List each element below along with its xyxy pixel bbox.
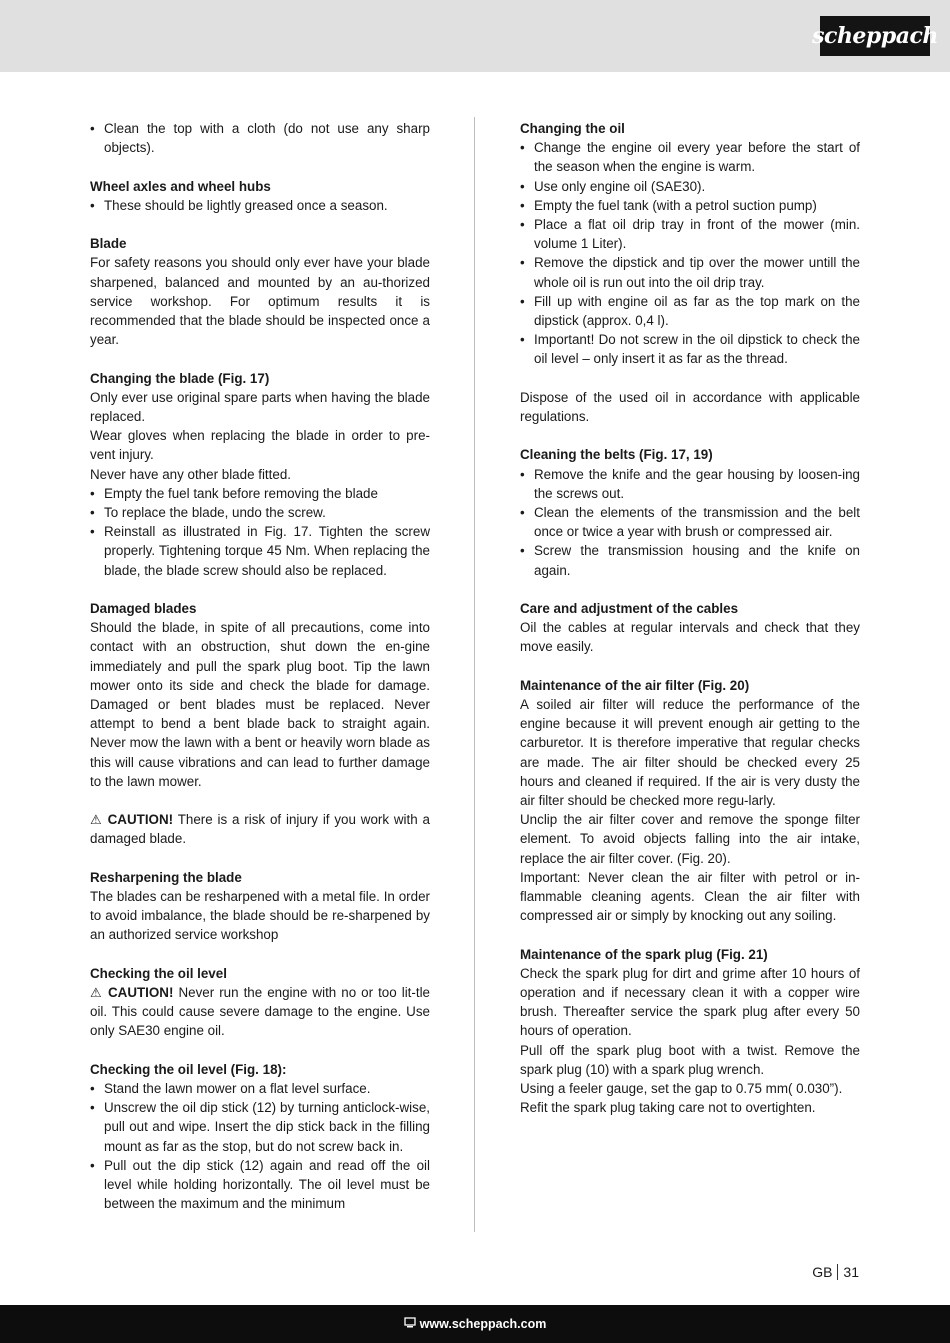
paragraph: Wear gloves when replacing the blade in order to pre-vent injury. bbox=[90, 428, 430, 463]
list-item: • Change the engine oil every year before the start of the season when the engine is warm. bbox=[520, 138, 860, 176]
column-divider bbox=[474, 117, 475, 1232]
section-heading: Blade bbox=[90, 236, 127, 252]
section-heading: Changing the blade (Fig. 17) bbox=[90, 370, 270, 386]
paragraph: A soiled air filter will reduce the performance of the engine because it will prevent enough air getting to the carburetor. It is therefore imperative that regular checks are made. The air filter should be checked every 25 hours and cleaned if required. If the air is very dusty the air filter should be checked more regu-larly. bbox=[520, 697, 860, 809]
caution-text: Never run the engine with no or too lit-tle oil. This could cause severe damage to the engine. Use only SAE30 engine oil. bbox=[90, 985, 430, 1039]
list-item: • Remove the knife and the gear housing by loosen-ing the screws out. bbox=[520, 465, 860, 503]
section-heading: Care and adjustment of the cables bbox=[520, 601, 739, 617]
scheppach-logo: scheppach bbox=[820, 16, 930, 56]
paragraph: Unclip the air filter cover and remove the sponge filter element. To avoid objects falling into the air intake, replace the air filter cover. (Fig. 20). bbox=[520, 812, 860, 866]
section-heading: Damaged blades bbox=[90, 601, 197, 617]
bullet-list bbox=[520, 465, 860, 580]
caution-paragraph bbox=[90, 810, 430, 848]
paragraph: Oil the cables at regular intervals and check that they move easily. bbox=[520, 620, 860, 655]
paragraph: Using a feeler gauge, set the gap to 0.75 mm( 0.030”). bbox=[520, 1081, 843, 1097]
list-item: • Reinstall as illustrated in Fig. 17. Tighten the screw properly. Tightening torque 45 Nm. When replacing the blade, the blade screw should also be replaced. bbox=[90, 522, 430, 580]
left-column bbox=[90, 119, 430, 1213]
paragraph: Pull off the spark plug boot with a twist. Remove the spark plug (10) with a spark plug wrench. bbox=[520, 1042, 860, 1077]
section-heading: Maintenance of the spark plug (Fig. 21) bbox=[520, 946, 768, 962]
page-number bbox=[812, 1264, 859, 1280]
paragraph: Should the blade, in spite of all precautions, come into contact with an obstruction, shut down the en-gine immediately and pull the spark plug boot. Tip the lawn mower onto its side and check the blade for damage. Damaged or bent blades must be replaced. Never attempt to bend a bent blade back to straight again. Never mow the lawn with a bent or heavily worn blade as this will cause vibrations and can lead to further damage to the lawn mower. bbox=[90, 620, 430, 789]
paragraph: For safety reasons you should only ever have your blade sharpened, balanced and mounted by an au-thorized service workshop. For optimum results it is recommended that the blade should be inspected once a year. bbox=[90, 255, 430, 348]
bullet-list bbox=[90, 484, 430, 580]
caution-label: CAUTION! bbox=[107, 812, 174, 828]
section-heading: Wheel axles and wheel hubs bbox=[90, 178, 271, 194]
bullet-list bbox=[520, 138, 860, 368]
bullet-list bbox=[90, 1079, 430, 1213]
section-heading: Resharpening the blade bbox=[90, 869, 242, 885]
warning-icon: ⚠ bbox=[90, 985, 103, 1001]
language-code: GB bbox=[812, 1264, 833, 1280]
list-item: • Unscrew the oil dip stick (12) by turning anticlock-wise, pull out and wipe. Insert the dip stick back in the filling mount as far as the stop, but do not screw back in. bbox=[90, 1098, 430, 1156]
list-item: • Remove the dipstick and tip over the mower untill the whole oil is run out into the oil drip tray. bbox=[520, 253, 860, 291]
paragraph: Check the spark plug for dirt and grime after 10 hours of operation and if necessary clean it with a copper wire brush. Thereafter service the spark plug after every 50 hours of operation. bbox=[520, 965, 860, 1039]
caution-text: There is a risk of injury if you work with a damaged blade. bbox=[90, 812, 430, 847]
list-item: • Pull out the dip stick (12) again and read off the oil level while holding horizontally. The oil level must be between the maximum and the minimum bbox=[90, 1156, 430, 1214]
list-item: • Fill up with engine oil as far as the top mark on the dipstick (approx. 0,4 l). bbox=[520, 292, 860, 330]
bullet-list bbox=[90, 196, 430, 215]
caution-paragraph bbox=[90, 983, 430, 1041]
page-number-value: 31 bbox=[843, 1264, 859, 1280]
warning-icon: ⚠ bbox=[90, 812, 103, 828]
section-heading: Cleaning the belts (Fig. 17, 19) bbox=[520, 447, 713, 463]
list-item: • Empty the fuel tank before removing the blade bbox=[90, 484, 430, 503]
list-item: • To replace the blade, undo the screw. bbox=[90, 503, 430, 522]
page-number-separator bbox=[837, 1264, 838, 1280]
list-item: • Important! Do not screw in the oil dipstick to check the oil level – only insert it as far as the thread. bbox=[520, 330, 860, 368]
list-item: • Use only engine oil (SAE30). bbox=[520, 177, 860, 196]
computer-icon bbox=[404, 1317, 416, 1331]
right-column bbox=[520, 119, 860, 1117]
paragraph: Important: Never clean the air filter with petrol or in-flammable cleaning agents. Clean the air filter with compressed air or simply by knocking out any soiling. bbox=[520, 869, 860, 924]
website-link[interactable]: www.scheppach.com bbox=[419, 1317, 547, 1331]
section-heading: Checking the oil level (Fig. 18): bbox=[90, 1061, 287, 1077]
section-heading: Maintenance of the air filter (Fig. 20) bbox=[520, 677, 750, 693]
section-heading: Checking the oil level bbox=[90, 965, 227, 981]
paragraph: Dispose of the used oil in accordance with applicable regulations. bbox=[520, 389, 860, 425]
paragraph: Never have any other blade fitted. bbox=[90, 466, 291, 482]
paragraph: Refit the spark plug taking care not to overtighten. bbox=[520, 1100, 816, 1116]
list-item: • Screw the transmission housing and the knife on again. bbox=[520, 541, 860, 579]
list-item: • Place a flat oil drip tray in front of the mower (min. volume 1 Liter). bbox=[520, 215, 860, 253]
paragraph: The blades can be resharpened with a metal file. In order to avoid imbalance, the blade should be re-sharpened by an authorized service workshop bbox=[90, 889, 430, 943]
list-item: • Stand the lawn mower on a flat level surface. bbox=[90, 1079, 430, 1098]
list-item: • Empty the fuel tank (with a petrol suction pump) bbox=[520, 196, 860, 215]
header-bar bbox=[0, 0, 950, 72]
caution-label: CAUTION! bbox=[107, 985, 174, 1001]
list-item: • Clean the top with a cloth (do not use any sharp objects). bbox=[90, 119, 430, 157]
bullet-list bbox=[90, 119, 430, 157]
list-item: • These should be lightly greased once a season. bbox=[90, 196, 430, 215]
paragraph: Only ever use original spare parts when having the blade replaced. bbox=[90, 389, 430, 424]
footer-bar bbox=[0, 1305, 950, 1343]
section-heading: Changing the oil bbox=[520, 121, 625, 136]
list-item: • Clean the elements of the transmission and the belt once or twice a year with brush or compressed air. bbox=[520, 503, 860, 541]
